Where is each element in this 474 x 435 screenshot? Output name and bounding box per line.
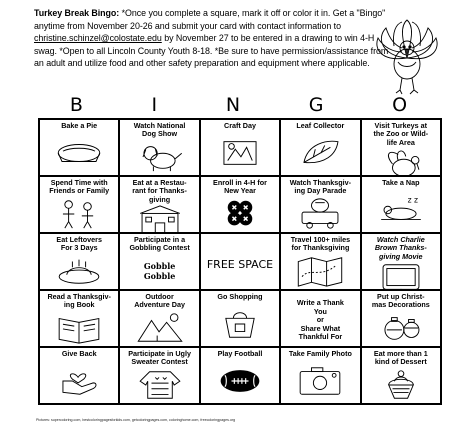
square-label: Give Back <box>61 349 97 358</box>
tv-icon <box>374 261 428 290</box>
letter-g: G <box>308 94 325 116</box>
bingo-square[interactable] <box>280 176 360 233</box>
square-picture <box>362 367 440 403</box>
parade-icon <box>293 197 347 231</box>
bingo-square[interactable] <box>119 119 199 176</box>
square-label: Eat at a Restau- rant for Thanks- giving <box>132 178 187 204</box>
dessert-icon <box>374 368 428 402</box>
bingo-square-free-space[interactable] <box>200 233 280 290</box>
square-picture <box>40 196 118 232</box>
picture-credits: Pictures: supercoloring.com, bestcoloringpagesforkids.com, getcoloringpages.com, coloringhome.com, freecoloringpages.org <box>36 418 236 422</box>
square-picture <box>120 367 198 403</box>
square-picture <box>40 253 118 289</box>
square-picture <box>362 147 440 176</box>
square-picture <box>281 130 359 175</box>
square-label: Participate in Ugly Sweater Contest <box>128 349 191 367</box>
bingo-title: Turkey Break Bingo: <box>34 8 120 18</box>
svg-text:z z: z z <box>407 195 418 205</box>
letter-b: B <box>69 94 84 116</box>
bingo-square[interactable] <box>39 347 119 404</box>
square-label: Write a Thank You or Share What Thankful For <box>296 298 344 342</box>
bingo-square[interactable] <box>361 233 441 290</box>
square-label: Read a Thanksgiv- ing Book <box>47 292 111 310</box>
square-picture <box>120 204 198 233</box>
bingo-square[interactable] <box>361 176 441 233</box>
square-label: Take Family Photo <box>288 349 352 358</box>
square-label: Put up Christ- mas Decorations <box>371 292 430 310</box>
square-label: Participate in a Gobbling Contest <box>129 235 190 253</box>
bingo-square[interactable] <box>280 347 360 404</box>
letter-i: I <box>151 94 159 116</box>
square-picture <box>362 261 440 290</box>
square-picture <box>40 310 118 346</box>
square-picture <box>362 310 440 346</box>
square-picture <box>362 187 440 232</box>
turkey-icon <box>374 147 428 176</box>
bingo-square[interactable] <box>119 347 199 404</box>
map-icon <box>293 254 347 288</box>
square-label: Watch Charlie Brown Thanks- giving Movie <box>374 235 427 261</box>
square-label: Watch Thanksgiv- ing Day Parade <box>289 178 351 196</box>
bingo-square[interactable] <box>200 119 280 176</box>
square-picture <box>281 196 359 232</box>
square-picture <box>201 301 279 346</box>
bingo-square[interactable] <box>119 176 199 233</box>
square-label: Bake a Pie <box>61 121 98 130</box>
square-picture <box>40 358 118 403</box>
bingo-square[interactable] <box>200 290 280 347</box>
square-label: Eat Leftovers For 3 Days <box>56 235 102 253</box>
square-picture <box>120 310 198 346</box>
square-picture <box>120 253 198 289</box>
ornament-icon <box>374 311 428 345</box>
outdoor-icon <box>133 311 187 345</box>
square-picture <box>120 139 198 175</box>
bingo-square[interactable] <box>39 176 119 233</box>
bingo-square[interactable] <box>39 233 119 290</box>
bingo-square[interactable] <box>280 233 360 290</box>
bingo-square[interactable] <box>119 290 199 347</box>
bingo-square[interactable] <box>200 347 280 404</box>
square-label: Enroll in 4-H for New Year <box>213 178 267 196</box>
square-label: Craft Day <box>224 121 256 130</box>
square-label: Take a Nap <box>382 178 420 187</box>
free-space-label: FREE SPACE <box>206 258 274 271</box>
football-icon <box>213 364 267 398</box>
dog-icon <box>133 140 187 174</box>
intro-line-1: *Once you complete a square, mark it off or color it in. Get a "Bingo" anytime from November 20-26 and submit your card with contact information to <box>34 8 386 31</box>
bingo-square[interactable] <box>200 176 280 233</box>
letter-o: O <box>392 94 409 116</box>
contact-email-link[interactable]: christine.schinzel@colostate.edu <box>34 33 162 44</box>
square-picture <box>40 130 118 175</box>
letter-n: N <box>225 94 242 116</box>
square-label: Outdoor Adventure Day <box>134 292 185 310</box>
square-label: Go Shopping <box>217 292 263 301</box>
leaf-icon <box>293 136 347 170</box>
square-label: Spend Time with Friends or Family <box>49 178 110 196</box>
bingo-square[interactable] <box>39 290 119 347</box>
bingo-letters <box>36 92 442 118</box>
square-label: Play Football <box>217 349 263 358</box>
bingo-square[interactable] <box>280 119 360 176</box>
square-label: Leaf Collector <box>296 121 345 130</box>
square-label: Visit Turkeys at the Zoo or Wild- life Area <box>373 121 429 147</box>
square-picture <box>201 358 279 403</box>
square-picture <box>201 196 279 232</box>
bingo-grid <box>38 118 442 405</box>
bingo-square[interactable] <box>361 119 441 176</box>
intro-text <box>34 7 394 70</box>
sweater-icon <box>133 368 187 402</box>
leftovers-icon <box>52 254 106 288</box>
square-picture <box>281 253 359 289</box>
giveback-icon <box>52 364 106 398</box>
craft-icon <box>213 136 267 170</box>
pie-icon <box>52 136 106 170</box>
family-icon <box>52 197 106 231</box>
restaurant-icon <box>133 204 187 233</box>
turkey-illustration-icon <box>372 18 442 96</box>
photo-icon <box>293 364 347 398</box>
square-label: Watch National Dog Show <box>133 121 186 139</box>
bingo-square[interactable] <box>361 347 441 404</box>
clover-icon <box>213 197 267 231</box>
bingo-square[interactable] <box>280 290 360 347</box>
square-label: Travel 100+ miles for Thanksgiving <box>290 235 351 253</box>
bingo-square[interactable] <box>39 119 119 176</box>
intro-line-2: by November 27 to be entered in a drawing to win 4-H swag. *Open to all Lincoln County Youth 8-18. *Be sure to have permission/assistance from an adult and utilize food and other safety preparation and equipment where applicable. <box>34 33 389 69</box>
bingo-square[interactable] <box>361 290 441 347</box>
book-icon <box>52 311 106 345</box>
square-picture <box>281 358 359 403</box>
nap-icon <box>374 193 428 227</box>
square-picture <box>201 130 279 175</box>
square-label: Eat more than 1 kind of Dessert <box>373 349 428 367</box>
bingo-square[interactable] <box>119 233 199 290</box>
shopping-icon <box>213 307 267 341</box>
gobble-icon: Gobble Gobble <box>143 260 176 281</box>
